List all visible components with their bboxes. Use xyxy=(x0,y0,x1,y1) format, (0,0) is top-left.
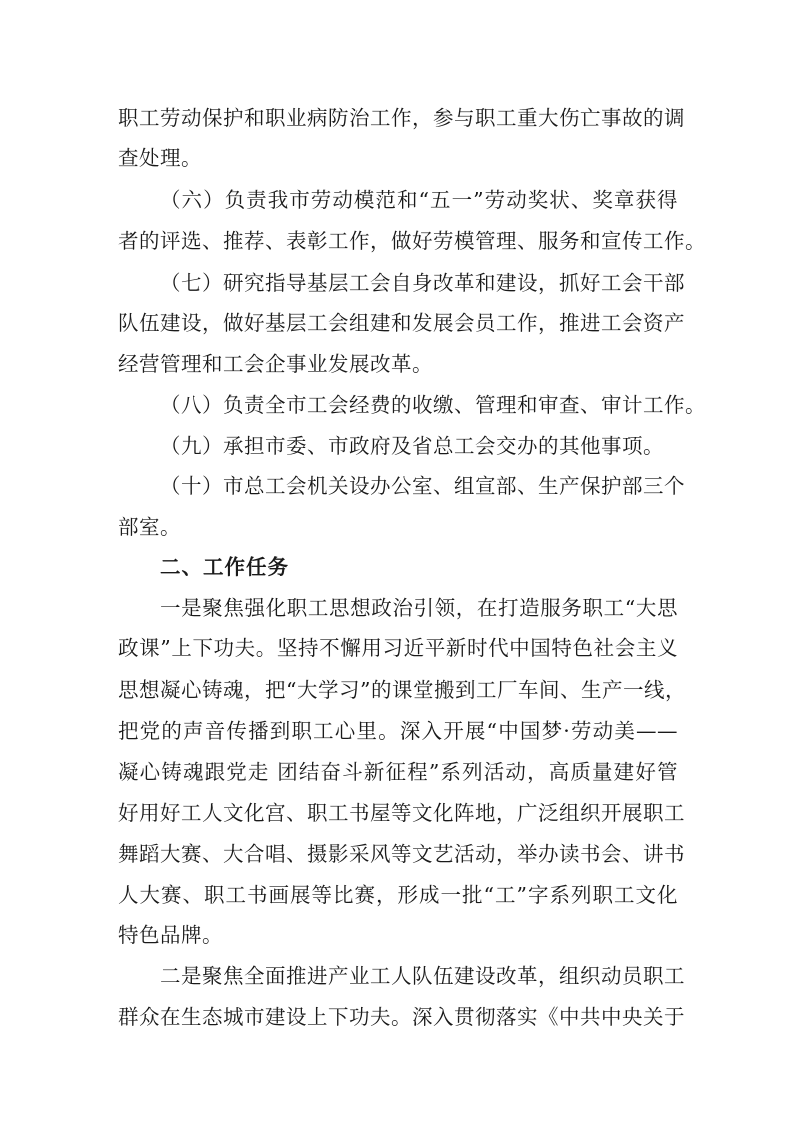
body-line: （八）负责全市工会经费的收缴、管理和审查、审计工作。 xyxy=(160,393,706,417)
body-line: （九）承担市委、市政府及省总工会交办的其他事项。 xyxy=(160,434,664,458)
body-line: 群众在生态城市建设上下功夫。深入贯彻落实《中共中央关于 xyxy=(118,1005,685,1029)
body-line: 二是聚焦全面推进产业工人队伍建设改革，组织动员职工 xyxy=(160,964,685,988)
body-line: 职工劳动保护和职业病防治工作，参与职工重大伤亡事故的调 xyxy=(118,106,685,130)
body-line: 凝心铸魂跟党走 团结奋斗新征程”系列活动，高质量建好管 xyxy=(118,760,678,784)
body-line: （十）市总工会机关设办公室、组宣部、生产保护部三个 xyxy=(160,474,685,498)
body-line: 人大赛、职工书画展等比赛，形成一批“工”字系列职工文化 xyxy=(118,883,678,907)
body-line: 思想凝心铸魂，把“大学习”的课堂搬到工厂车间、生产一线， xyxy=(118,678,686,702)
body-line: （七）研究指导基层工会自身改革和建设，抓好工会干部 xyxy=(160,271,685,295)
body-line: 者的评选、推荐、表彰工作，做好劳模管理、服务和宣传工作。 xyxy=(118,229,706,253)
body-line: 队伍建设，做好基层工会组建和发展会员工作，推进工会资产 xyxy=(118,311,685,335)
body-line: 经营管理和工会企事业发展改革。 xyxy=(118,352,433,376)
body-line: （六）负责我市劳动模范和“五一”劳动奖状、奖章获得 xyxy=(160,188,678,212)
body-line: 舞蹈大赛、大合唱、摄影采风等文艺活动，举办读书会、讲书 xyxy=(118,842,685,866)
body-line: 好用好工人文化宫、职工书屋等文化阵地，广泛组织开展职工 xyxy=(118,801,685,825)
body-line: 特色品牌。 xyxy=(118,923,223,947)
body-line: 一是聚焦强化职工思想政治引领，在打造服务职工“大思 xyxy=(160,596,678,620)
body-line: 政课”上下功夫。坚持不懈用习近平新时代中国特色社会主义 xyxy=(118,636,678,660)
body-line: 部室。 xyxy=(118,515,181,539)
section-heading: 二、工作任务 xyxy=(160,555,289,579)
body-line: 查处理。 xyxy=(118,146,202,170)
body-line: 把党的声音传播到职工心里。深入开展“中国梦·劳动美—— xyxy=(118,719,678,743)
